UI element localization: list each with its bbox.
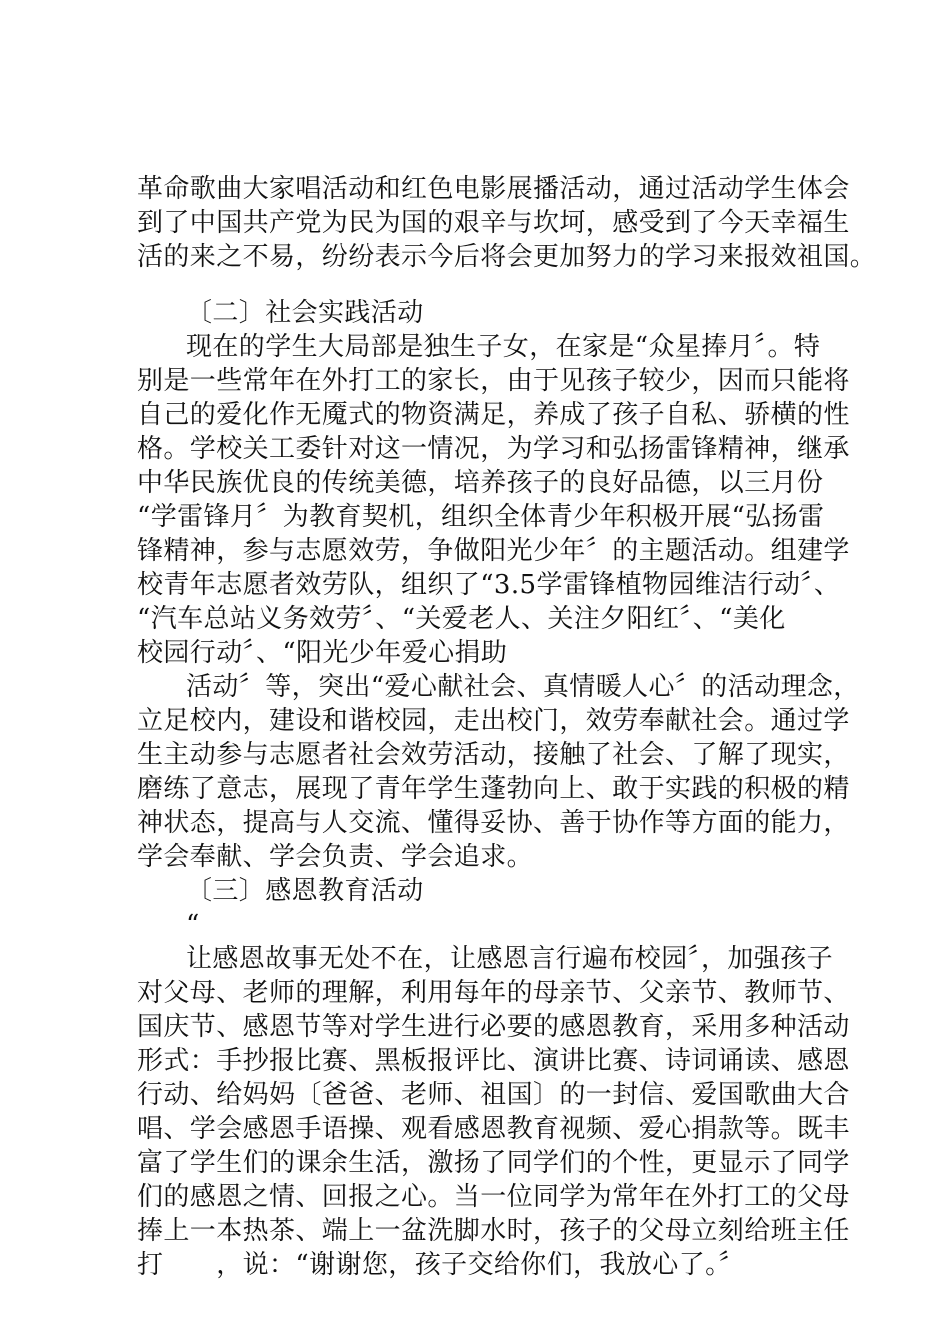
paragraph-4-line-9: 捧上一本热茶、端上一盆洗脚水时，孩子的父母立刻给班主任: [137, 1216, 850, 1246]
paragraph-2-line-6: “学雷锋月〞为教育契机，组织全体青少年积极开展“弘扬雷: [137, 502, 825, 532]
paragraph-4-line-4: 形式：手抄报比赛、黑板报评比、演讲比赛、诗词诵读、感恩: [137, 1046, 850, 1076]
paragraph-2-line-1: 现在的学生大局部是独生子女，在家是“众星捧月〞。特: [186, 332, 821, 362]
paragraph-3-line-4: 磨练了意志，展现了青年学生蓬勃向上、敢于实践的积极的精: [137, 774, 850, 804]
paragraph-3-line-5: 神状态，提高与人交流、懂得妥协、善于协作等方面的能力，: [137, 808, 850, 838]
paragraph-2-line-5: 中华民族优良的传统美德，培养孩子的良好品德，以三月份: [137, 468, 824, 498]
paragraph-4-line-3: 国庆节、感恩节等对学生进行必要的感恩教育，采用多种活动: [137, 1012, 850, 1042]
paragraph-1-line-2: 到了中国共产党为民为国的艰辛与坎坷，感受到了今天幸福生: [137, 208, 850, 238]
paragraph-4-line-2: 对父母、老师的理解，利用每年的母亲节、父亲节、教师节、: [137, 978, 850, 1008]
paragraph-4-line-10: 打 ，说：“谢谢您，孩子交给你们，我放心了。〞: [137, 1250, 745, 1280]
paragraph-3-line-1: 活动〞等，突出“爱心献社会、真情暖人心〞的活动理念，: [186, 672, 860, 702]
paragraph-2-line-7: 锋精神，参与志愿效劳，争做阳光少年〞的主题活动。组建学: [137, 536, 850, 566]
paragraph-3-line-2: 立足校内，建设和谐校园，走出校门，效劳奉献社会。通过学: [137, 706, 850, 736]
paragraph-3-line-6: 学会奉献、学会负责、学会追求。: [137, 842, 534, 872]
paragraph-4-line-7: 富了学生们的课余生活，激扬了同学们的个性，更显示了同学: [137, 1148, 850, 1178]
paragraph-4-line-6: 唱、学会感恩手语操、观看感恩教育视频、爱心捐款等。既丰: [137, 1114, 850, 1144]
section-heading-gratitude-education: 〔三〕感恩教育活动: [186, 876, 424, 906]
paragraph-4-line-5: 行动、给妈妈〔爸爸、老师、祖国〕的一封信、爱国歌曲大合: [137, 1080, 850, 1110]
paragraph-1-line-3: 活的来之不易，纷纷表示今后将会更加努力的学习来报效祖国。: [137, 242, 877, 272]
paragraph-2-line-9: “汽车总站义务效劳〞、“关爱老人、关注夕阳红〞、“美化: [137, 604, 786, 634]
paragraph-2-line-3: 自己的爱化作无魇式的物资满足，养成了孩子自私、骄横的性: [137, 400, 850, 430]
paragraph-2-line-10: 校园行动〞、“阳光少年爱心捐助: [137, 638, 508, 668]
paragraph-4-line-8: 们的感恩之情、回报之心。当一位同学为常年在外打工的父母: [137, 1182, 850, 1212]
paragraph-2-line-4: 格。学校关工委针对这一情况，为学习和弘扬雷锋精神，继承: [137, 434, 850, 464]
paragraph-4-line-1: 让感恩故事无处不在，让感恩言行遍布校园〞，加强孩子: [186, 944, 834, 974]
paragraph-3-line-3: 生主动参与志愿者社会效劳活动，接触了社会、了解了现实，: [137, 740, 850, 770]
paragraph-2-line-2: 别是一些常年在外打工的家长，由于见孩子较少，因而只能将: [137, 366, 850, 396]
paragraph-2-line-8: 校青年志愿者效劳队，组织了“3.5学雷锋植物园维洁行动〞、: [137, 570, 841, 600]
opening-quote-mark: “: [186, 910, 200, 940]
section-heading-social-practice: 〔二〕社会实践活动: [186, 298, 424, 328]
paragraph-1-line-1: 革命歌曲大家唱活动和红色电影展播活动，通过活动学生体会: [137, 174, 850, 204]
